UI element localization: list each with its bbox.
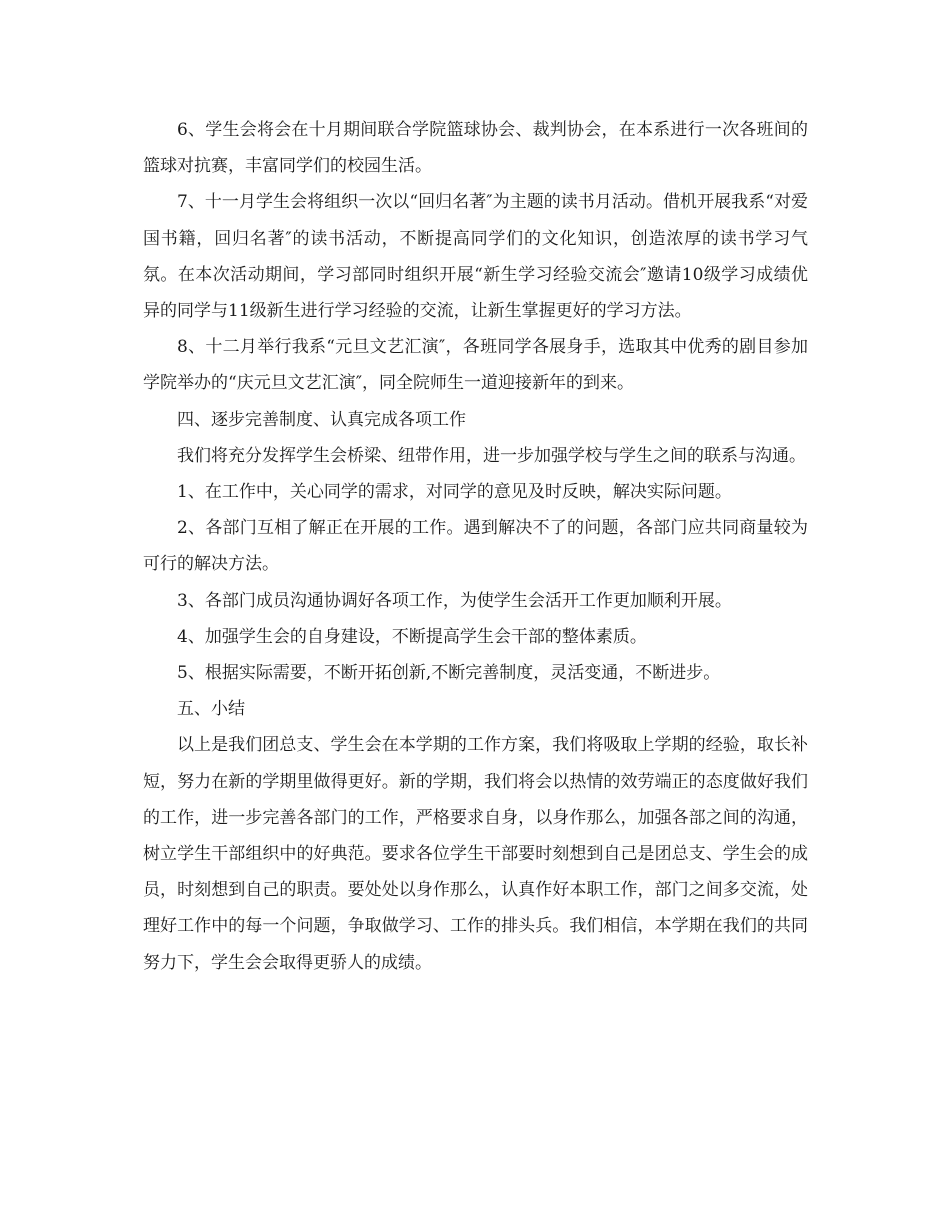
paragraph-item-3: 3、各部门成员沟通协调好各项工作，为使学生会活开工作更加顺利开展。	[177, 590, 732, 611]
section-heading-4: 四、逐步完善制度、认真完成各项工作	[177, 409, 466, 430]
paragraph-item-5: 5、根据实际需要，不断开拓创新,不断完善制度，灵活变通，不断进步。	[177, 663, 721, 684]
document-body	[143, 112, 808, 981]
section-intro-paragraph: 我们将充分发挥学生会桥梁、纽带作用，进一步加强学校与学生之间的联系与沟通。	[177, 445, 806, 466]
paragraph-item-2: 2、各部门互相了解正在开展的工作。遇到解决不了的问题，各部门应共同商量较为可行的解决方法。	[143, 518, 808, 575]
paragraph-item-6: 6、学生会将会在十月期间联合学院篮球协会、裁判协会，在本系进行一次各班间的篮球对抗赛，丰富同学们的校园生活。	[143, 120, 808, 177]
paragraph-item-1: 1、在工作中，关心同学的需求，对同学的意见及时反映，解决实际问题。	[177, 482, 732, 503]
paragraph-item-7: 7、十一月学生会将组织一次以“回归名著″为主题的读书月活动。借机开展我系“对爱国书籍，回归名著″的读书活动，不断提高同学们的文化知识，创造浓厚的读书学习气氛。在本次活动期间，学习部同时组织开展“新生学习经验交流会″邀请10级学习成绩优异的同学与11级新生进行学习经验的交流，让新生掌握更好的学习方法。	[143, 192, 808, 322]
section-heading-5: 五、小结	[177, 699, 245, 720]
summary-paragraph: 以上是我们团总支、学生会在本学期的工作方案，我们将吸取上学期的经验，取长补短，努力在新的学期里做得更好。新的学期，我们将会以热情的效劳端正的态度做好我们的工作，进一步完善各部门的工作，严格要求自身，以身作那么，加强各部之间的沟通，树立学生干部组织中的好典范。要求各位学生干部要时刻想到自己是团总支、学生会的成员，时刻想到自己的职责。要处处以身作那么，认真作好本职工作，部门之间多交流，处理好工作中的每一个问题，争取做学习、工作的排头兵。我们相信，本学期在我们的共同努力下，学生会会取得更骄人的成绩。	[143, 735, 808, 973]
paragraph-item-4: 4、加强学生会的自身建设，不断提高学生会干部的整体素质。	[177, 626, 647, 647]
paragraph-item-8: 8、十二月举行我系“元旦文艺汇演″，各班同学各展身手，选取其中优秀的剧目参加学院举办的“庆元旦文艺汇演″，同全院师生一道迎接新年的到来。	[143, 337, 808, 394]
